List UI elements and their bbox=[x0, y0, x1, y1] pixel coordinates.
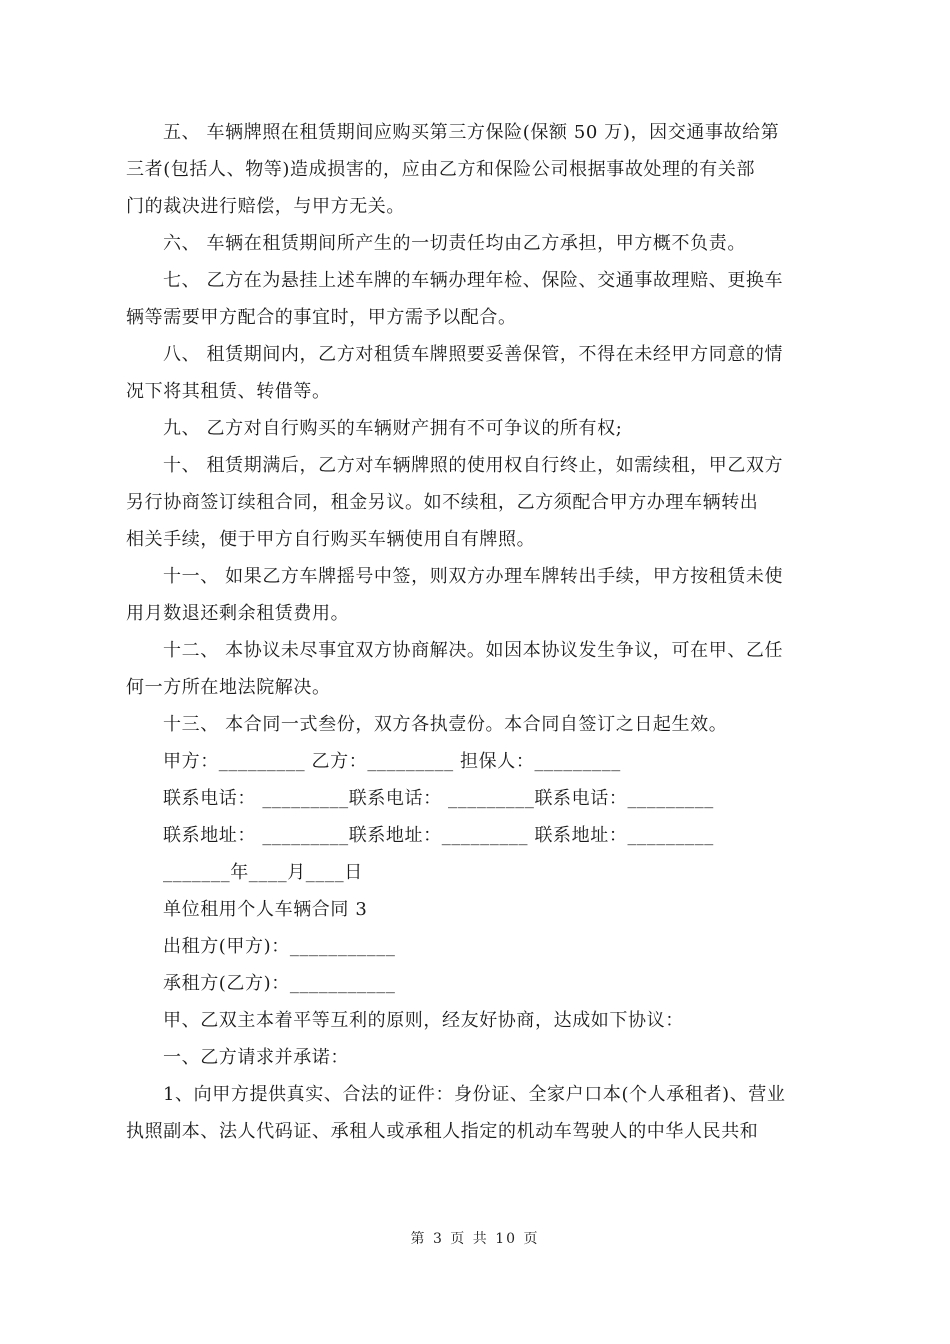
lessee-line: 承租方(乙方)：___________ bbox=[163, 973, 396, 994]
clause-5-line-2: 三者(包括人、物等)造成损害的，应由乙方和保险公司根据事故处理的有关部 bbox=[126, 159, 756, 180]
clause-8-line-1: 八、 租赁期间内，乙方对租赁车牌照要妥善保管，不得在未经甲方同意的情 bbox=[163, 344, 784, 365]
preamble: 甲、乙双主本着平等互利的原则，经友好协商，达成如下协议： bbox=[163, 1010, 684, 1031]
item-1-line-2: 执照副本、法人代码证、承租人或承租人指定的机动车驾驶人的中华人民共和 bbox=[126, 1121, 759, 1142]
clause-12-line-1: 十二、 本协议未尽事宜双方协商解决。如因本协议发生争议，可在甲、乙任 bbox=[163, 640, 784, 661]
page-number-footer: 第 3 页 共 10 页 bbox=[410, 1231, 540, 1247]
clause-7-line-1: 七、 乙方在为悬挂上述车牌的车辆办理年检、保险、交通事故理赔、更换车 bbox=[163, 270, 784, 291]
clause-10-line-1: 十、 租赁期满后，乙方对车辆牌照的使用权自行终止，如需续租，甲乙双方 bbox=[163, 455, 784, 476]
clause-6: 六、 车辆在租赁期间所产生的一切责任均由乙方承担，甲方概不负责。 bbox=[163, 233, 746, 254]
document-body bbox=[126, 114, 811, 1150]
clause-5-line-1: 五、 车辆牌照在租赁期间应购买第三方保险(保额 50 万)，因交通事故给第 bbox=[163, 122, 780, 143]
clause-5-line-3: 门的裁决进行赔偿，与甲方无关。 bbox=[126, 196, 405, 217]
clause-9: 九、 乙方对自行购买的车辆财产拥有不可争议的所有权; bbox=[163, 418, 623, 439]
section-1-heading: 一、乙方请求并承诺： bbox=[163, 1047, 349, 1068]
item-1-line-1: 1、向甲方提供真实、合法的证件：身份证、全家户口本(个人承租者)、营业 bbox=[163, 1084, 786, 1105]
lessor-line: 出租方(甲方)：___________ bbox=[163, 936, 396, 957]
clause-13: 十三、 本合同一式叁份，双方各执壹份。本合同自签订之日起生效。 bbox=[163, 714, 728, 735]
signature-date: _______年____月____日 bbox=[163, 862, 363, 883]
signature-addresses: 联系地址： _________联系地址：_________ 联系地址：_________ bbox=[163, 825, 714, 846]
clause-11-line-2: 用月数退还剩余租赁费用。 bbox=[126, 603, 350, 624]
clause-11-line-1: 十一、 如果乙方车牌摇号中签，则双方办理车牌转出手续，甲方按租赁未使 bbox=[163, 566, 784, 587]
clause-8-line-2: 况下将其租赁、转借等。 bbox=[126, 381, 331, 402]
signature-phones: 联系电话： _________联系电话： _________联系电话：_________ bbox=[163, 788, 714, 809]
contract-3-title: 单位租用个人车辆合同 3 bbox=[163, 899, 368, 920]
clause-10-line-2: 另行协商签订续租合同，租金另议。如不续租，乙方须配合甲方办理车辆转出 bbox=[126, 492, 759, 513]
signature-parties: 甲方：_________ 乙方：_________ 担保人：_________ bbox=[163, 751, 621, 772]
clause-10-line-3: 相关手续，便于甲方自行购买车辆使用自有牌照。 bbox=[126, 529, 536, 550]
clause-7-line-2: 辆等需要甲方配合的事宜时，甲方需予以配合。 bbox=[126, 307, 517, 328]
clause-12-line-2: 何一方所在地法院解决。 bbox=[126, 677, 331, 698]
